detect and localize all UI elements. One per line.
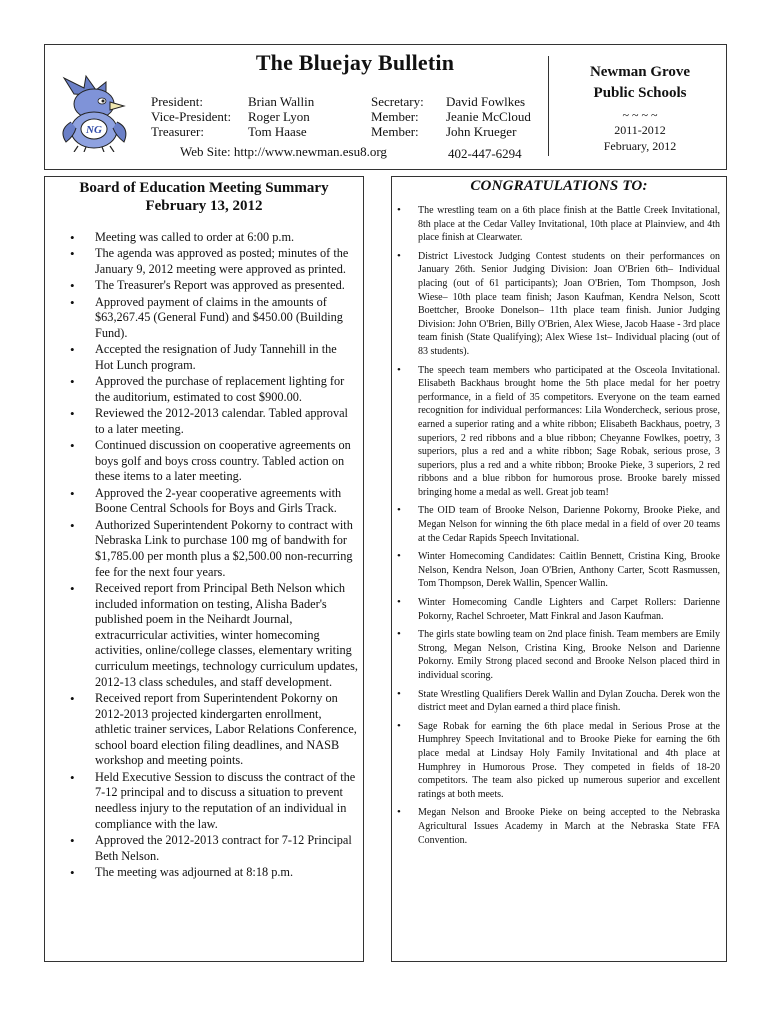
officer-name: Jeanie McCloud	[446, 109, 531, 124]
list-item: • District Livestock Judging Contest students on their performances on January 26th. Senior Judging Division: Joan O'Brien 6th– Individual placing (out of 61 participants); Joan O'Brien, Tom Thompson, Josh Wiese– 10th place team finish; Jason Kaufman, Kendra Nelson, Scott Boettcher, Brooke Donelson– 11th place team finish. Junior Judging Division: John O'Brien, Billy O'Brien, Alex Wiese, Jacob Haase - 3rd place team finish (State Qualifying); Alex Wiese 1st– Individual placing (out of 83 students).	[394, 250, 720, 359]
board-summary-list	[62, 230, 358, 881]
school-year: 2011-2012	[614, 123, 666, 137]
school-name-line2: Public Schools	[593, 85, 687, 101]
officer-roles-right	[371, 94, 424, 139]
list-item: • Approved the purchase of replacement lighting for the auditorium, estimated to cost $900.00.	[62, 374, 358, 405]
officer-name: David Fowlkes	[446, 94, 526, 109]
list-item: • The Treasurer's Report was approved as presented.	[62, 278, 358, 294]
school-name-line1: Newman Grove	[589, 64, 691, 80]
list-item: • The OID team of Brooke Nelson, Darienne Pokorny, Brooke Pieke, and Megan Nelson for winning the 6th place medal in a field of over 20 teams at the Cedar Rapids Speech Invitational.	[394, 504, 720, 545]
officer-names-right	[446, 94, 531, 139]
masthead-divider	[548, 56, 549, 156]
list-item: • Reviewed the 2012-2013 calendar. Tabled approval to a later meeting.	[62, 406, 358, 437]
list-item: • Winter Homecoming Candle Lighters and Carpet Rollers: Darienne Pokorny, Rachel Schroeter, Matt Finkral and Jason Kaufman.	[394, 596, 720, 623]
bluejay-mascot-icon	[56, 72, 136, 152]
list-item: • Continued discussion on cooperative agreements on boys golf and boys cross country. Tabled action on these items to a later meeting.	[62, 438, 358, 485]
congratulations-list	[394, 204, 720, 852]
officer-role: President:	[151, 94, 203, 109]
list-item: • The meeting was adjourned at 8:18 p.m.	[62, 865, 358, 881]
board-summary-heading: Board of Education Meeting Summary	[79, 180, 329, 196]
decorative-tildes: ~ ~ ~ ~	[622, 108, 658, 122]
officer-roles-left	[151, 94, 231, 139]
officer-role: Vice-President:	[151, 109, 232, 124]
officer-role: Treasurer:	[151, 124, 204, 139]
list-item: • Held Executive Session to discuss the contract of the 7-12 principal and to discuss a situation to prevent needless injury to the reputation of an individual in compliance with the law.	[62, 770, 358, 832]
list-item: • State Wrestling Qualifiers Derek Wallin and Dylan Zoucha. Derek won the district meet and Dylan earned a third place finish.	[394, 688, 720, 715]
list-item: • The wrestling team on a 6th place finish at the Battle Creek Invitational, 8th place at the Cedar Valley Invitational, 10th place at Plainview, and 4th place finish at Clearwater.	[394, 204, 720, 245]
list-item: • Received report from Superintendent Pokorny on 2012-2013 projected kindergarten enrollment, athletic trainer services, Labor Relations Conference, school board election filing deadlines, and NASB workshop and meeting points.	[62, 691, 358, 769]
school-info	[556, 62, 724, 154]
officer-names-left	[248, 94, 314, 139]
list-item: • The speech team members who participated at the Osceola Invitational. Elisabeth Backhaus brought home the 5th place medal for her poetry performance, in a field of 35 competitors. Everyone on the team earned recognition for individual performances: Lila Wondercheck, serious prose, earned a superior rating and a white ribbon; Elisabeth Backhaus, poetry, 3 superiors, 2 red ribbons and a blue ribbon; Cheyanne Fowlkes, poetry, 3 superiors, plus a red and a white ribbon; Sage Robak, serious prose, 3 superiors, plus a red and a white ribbon; Brooke Pieke, 3 superiors, 2 red ribbons and a blue ribbon for humorous prose. Brooke barely missed bringing home a medal as well. Great job team!	[394, 364, 720, 500]
officer-role: Member:	[371, 109, 419, 124]
mascot-letters: NG	[86, 124, 102, 136]
website-link[interactable]: Web Site: http://www.newman.esu8.org	[180, 144, 387, 159]
phone-number: 402-447-6294	[448, 146, 522, 161]
officer-name: Tom Haase	[248, 124, 307, 139]
list-item: • The girls state bowling team on 2nd place finish. Team members are Emily Strong, Megan Nelson, Cristina King, Brooke Nelson and Darienne Pokorny. Emily Strong placed second and Brooke Nelson placed third in individual scoring.	[394, 628, 720, 682]
issue-date: February, 2012	[603, 139, 677, 153]
list-item: • Winter Homecoming Candidates: Caitlin Bennett, Cristina King, Brooke Nelson, Kendra Nelson, Joan O'Brien, Anthony Carter, Scott Rasmussen, Tom Thompson, Derek Wallin, Spencer Wallin.	[394, 550, 720, 591]
list-item: • Approved the 2012-2013 contract for 7-12 Principal Beth Nelson.	[62, 833, 358, 864]
officer-role: Secretary:	[371, 94, 424, 109]
list-item: • Megan Nelson and Brooke Pieke on being accepted to the Nebraska Agricultural Issues Academy in March at the Nebraska State FFA Convention.	[394, 806, 720, 847]
list-item: • Approved payment of claims in the amounts of $63,267.45 (General Fund) and $450.00 (Building Fund).	[62, 295, 358, 342]
list-item: • Authorized Superintendent Pokorny to contract with Nebraska Link to purchase 100 mg of bandwith for $1,785.00 per month plus a $2,500.00 non-recurring fee for the next four years.	[62, 518, 358, 580]
officer-name: Brian Wallin	[248, 94, 315, 109]
congratulations-title: CONGRATULATIONS TO:	[470, 178, 648, 194]
officer-name: John Krueger	[446, 124, 517, 139]
list-item: • Accepted the resignation of Judy Tannehill in the Hot Lunch program.	[62, 342, 358, 373]
officer-name: Roger Lyon	[248, 109, 310, 124]
list-item: • Received report from Principal Beth Nelson which included information on testing, Alisha Bader's published poem in the Neihardt Journal, extracurricular activities, winter homecoming activities, online/college classes, elementary writing curriculum meetings, technology curriculum updates, 2012-13 class schedules, and staff development.	[62, 581, 358, 690]
officer-role: Member:	[371, 124, 419, 139]
bulletin-title: The Bluejay Bulletin	[255, 50, 455, 75]
list-item: • Meeting was called to order at 6:00 p.m.	[62, 230, 358, 246]
list-item: • Sage Robak for earning the 6th place medal in Serious Prose at the Humphrey Speech Invitational and to Brooke Pieke for earning the 6th place medal at Lindsay Holy Family Invitational and 4th place at Humphrey in Humorous Prose. They competed in fields of 18-20 competitors. The team also picked up numerous superior and excellent ratings at both meets.	[394, 720, 720, 802]
list-item: • Approved the 2-year cooperative agreements with Boone Central Schools for Boys and Girls Track.	[62, 486, 358, 517]
board-summary-date: February 13, 2012	[145, 198, 263, 214]
board-summary-title	[50, 179, 358, 215]
list-item: • The agenda was approved as posted; minutes of the January 9, 2012 meeting were approved as printed.	[62, 246, 358, 277]
